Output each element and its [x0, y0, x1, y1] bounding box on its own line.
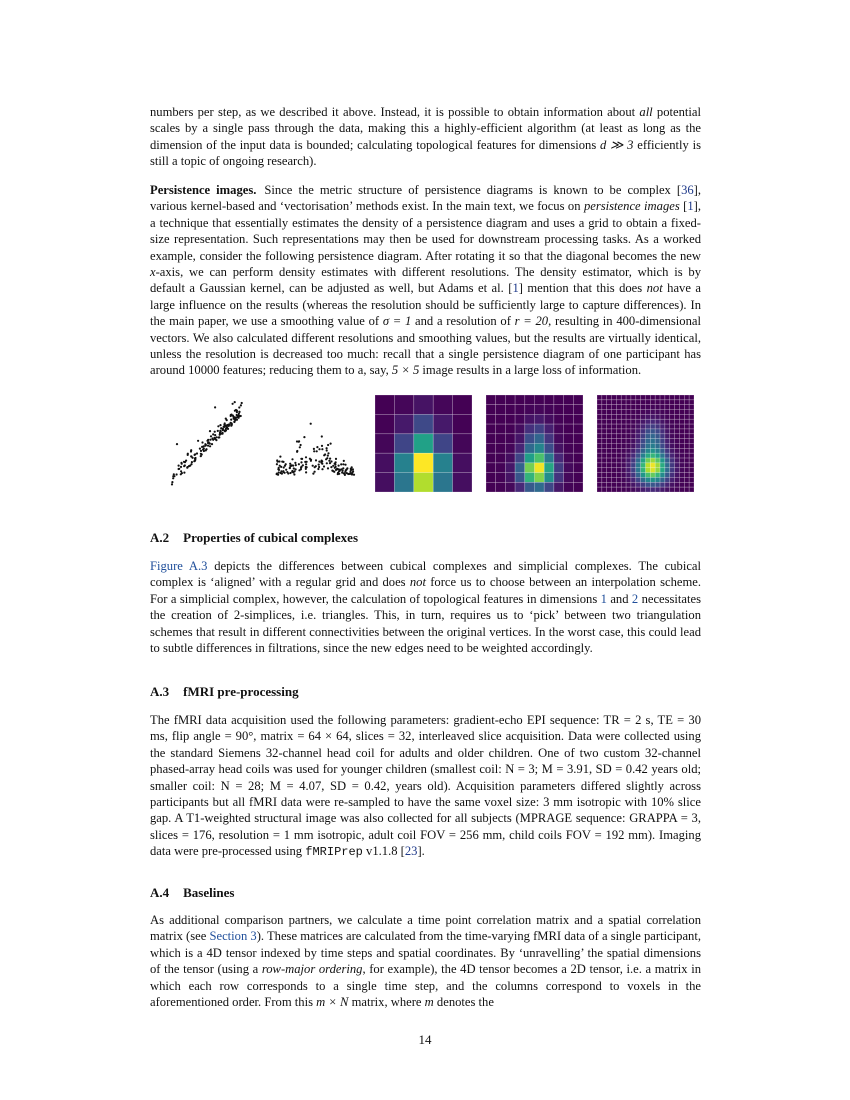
baselines-text: As additional comparison partners, we calculate a time point correlation matrix and a spatial correlation matrix (see Section 3). These matrices are calculated from the time-varying fMRI data of a single participant, which is a 4D tensor indexed by time steps and spatial coordinates. By ‘unravelling’ the spatial dimensions of the tensor (using a row-major ordering, for example), the 4D tensor becomes a 2D tensor, i.e. a matrix in which each row corresponds to a single time step, and the columns correspond to voxels in the aforementioned order. From this m × N matrix, where m denotes the	[150, 913, 701, 1010]
persistence-image-10x10	[486, 395, 583, 492]
runin-heading: Persistence images.	[150, 183, 257, 197]
citation-link[interactable]: 23	[404, 844, 418, 859]
section-heading-a3: A.3 fMRI pre-processing	[150, 684, 299, 699]
paragraph-cubical	[150, 558, 701, 656]
section-heading-a2: A.2 Properties of cubical complexes	[150, 530, 358, 545]
rotated-diagram-plot	[268, 395, 363, 490]
figure-ref-link[interactable]: Figure A.3	[150, 559, 208, 573]
fmri-text: The fMRI data acquisition used the following parameters: gradient-echo EPI sequence: TR = 2 s, TE = 30 ms, flip angle = 90°, matrix = 64 × 64, slices = 32, interleaved slice acquisition. Data were collected using the standard Siemens 32-channel head coil for adults and older children. One of two custom 32-channel phased-array head coils was used for younger children (smallest coil: N = 3; M = 3.91, SD = 0.42 years old; smaller coil: N = 28; M = 4.07, SD = 0.42, years old). Acquisition parameters differed slightly across participants but all fMRI data were re-sampled to have the same voxel size: 3 mm isotropic with 10% slice gap. A T1-weighted structural image was also collected for all subjects (MPRAGE sequence: GRAPPA = 3, slices = 176, resolution = 1 mm isotropic, adult coil FOV = 256 mm, child coils FOV = 192 mm). Imaging data were pre-processed using fMRIPrep v1.1.8 [23].	[150, 713, 701, 860]
persistence-diagram-plot	[168, 395, 248, 490]
paragraph-fmri	[150, 712, 701, 861]
persistence-images-text: Persistence images. Since the metric structure of persistence diagrams is known to be complex [36], various kernel-based and ‘vectorisation’ methods exist. In the main text, we focus on persistence images [1], a technique that essentially estimates the density of a persistence diagram and uses a grid to obtain a fixed-size representation. Such representations may then be used for downstream processing tasks. As a worked example, consider the following persistence diagram. After rotating it so that the diagonal becomes the new x-axis, we can perform density estimates with different resolutions. The density estimator, which is by default a Gaussian kernel, can be adjusted as well, but Adams et al. [1] mention that this does not have a large influence on the results (whereas the resolution should be sufficiently large to capture differences). In the main paper, we use a smoothing value of σ = 1 and a resolution of r = 20, resulting in 400-dimensional vectors. We also calculated different resolutions and smoothing values, but the results are virtually identical, unless the resolution is decreased too much: recall that a single persistence diagram of one participant has around 10000 features; reducing them to a, say, 5 × 5 image results in a large loss of information.	[150, 183, 702, 378]
tool-name: fMRIPrep	[305, 845, 363, 860]
paragraph-persistence-images	[150, 182, 701, 379]
page-number: 14	[418, 1032, 432, 1047]
cubical-text: Figure A.3 depicts the differences between cubical complexes and simplicial complexes. The cubical complex is ‘aligned’ with a regular grid and does not force us to choose between an interpolation scheme. For a simplicial complex, however, the calculation of topological features in dimensions 1 and 2 necessitates the creation of 2-simplices, i.e. triangles. This, in turn, requires us to ‘pick’ between two triangulation schemes that result in different connectivities between the original vertices. In the worst case, this could lead to subtle differences in filtrations, since the new edges need to be weighted accordingly.	[150, 559, 702, 656]
paragraph-baselines	[150, 912, 701, 1010]
persistence-image-5x5	[375, 395, 472, 492]
paragraph-intro-text: numbers per step, as we described it above. Instead, it is possible to obtain information about all potential scales by a single pass through the data, making this a highly-efficient algorithm (at least as long as the dimension of the input data is bounded; calculating topological features for dimensions d ≫ 3 efficiently is still a topic of ongoing research).	[150, 105, 702, 169]
persistence-figure	[168, 395, 698, 495]
persistence-image-20x20	[597, 395, 694, 492]
citation-link[interactable]: 1	[687, 199, 694, 214]
citation-link[interactable]: 36	[681, 183, 694, 197]
section-ref-link[interactable]: Section 3	[209, 929, 257, 944]
paragraph-intro	[150, 104, 701, 170]
citation-link[interactable]: 1	[512, 281, 519, 296]
section-heading-a4: A.4 Baselines	[150, 885, 235, 900]
